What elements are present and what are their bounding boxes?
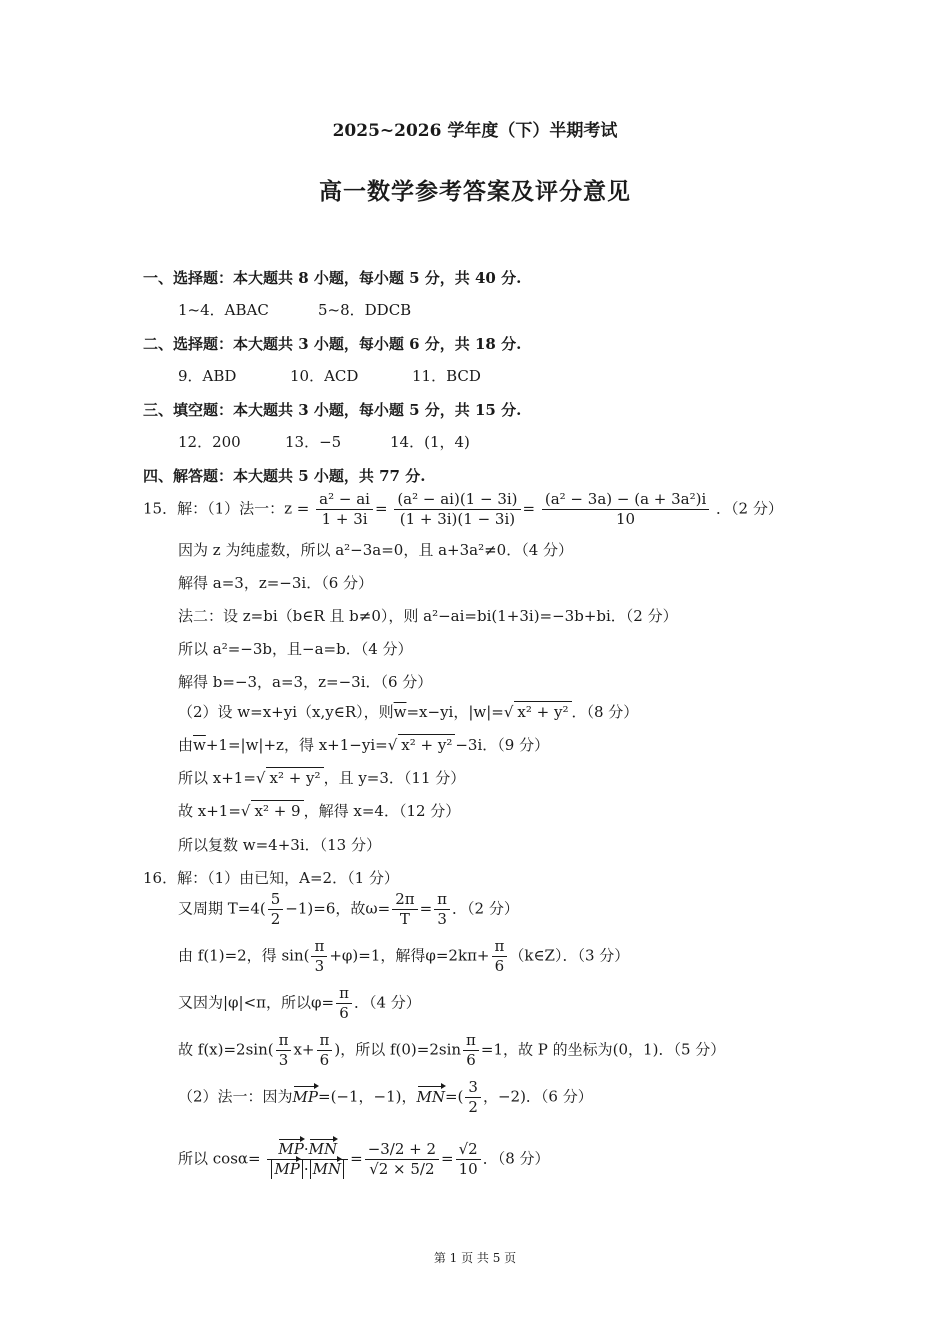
sqrt-radicand: x² + 9 (251, 800, 303, 821)
text-segment: （2）法一：因为 (178, 1087, 293, 1106)
cos-numerator (267, 1140, 348, 1160)
score-note: −3i．（9 分） (455, 736, 550, 754)
vector-mn: MN (308, 1140, 338, 1158)
text-segment: +1=|w|+z，得 x+1−yi= (205, 736, 388, 754)
magnitude (310, 1160, 344, 1179)
score-note: ．（2 分） (452, 899, 519, 918)
text-segment: 故 f(x)=2sin( (178, 1040, 274, 1059)
text-segment: +φ)=1，解得φ=2kπ+ (329, 946, 490, 965)
q15-fraction-1 (316, 490, 373, 529)
fraction (336, 984, 352, 1023)
section3-answer-1: 12．200 (178, 433, 241, 451)
fraction (463, 1031, 479, 1070)
q15-line-11: 所以复数 w=4+3i．（13 分） (178, 836, 381, 854)
text-segment: =(−1，−1)， (318, 1087, 417, 1106)
fraction-numerator: π (311, 937, 327, 957)
q16-line-2 (178, 890, 519, 929)
sqrt-radicand: x² + y² (398, 734, 455, 755)
fraction-numerator: −3/2 + 2 (365, 1140, 439, 1160)
q15-line-2: 因为 z 为纯虚数，所以 a²−3a=0，且 a+3a²≠0．（4 分） (178, 541, 574, 559)
section3-heading: 三、填空题：本大题共 3 小题，每小题 5 分，共 15 分. (143, 401, 522, 419)
exam-title: 2025~2026 学年度（下）半期考试 (332, 121, 618, 141)
vector-mp: MP (292, 1087, 318, 1106)
q15-line-6: 解得 b=−3，a=3，z=−3i．（6 分） (178, 673, 433, 691)
q16-line-7 (178, 1140, 550, 1179)
fraction-denominator: 10 (616, 510, 636, 528)
conjugate-w: $\overline{w}$ (393, 703, 407, 721)
text-segment: =x−yi，|w|= (406, 703, 504, 721)
equals-sign: = (350, 1149, 363, 1168)
q15-line-10: 故 x+1=√ x² + 9 ，解得 x=4．（12 分） (178, 802, 461, 820)
q15-line-7: （2）设 w=x+yi（x,y∈R），则$\overline{w}=x-yi$，|w|=√ x² + y² ．（8 分） (178, 703, 639, 721)
q15-line-5: 所以 a²=−3b，且−a=b．（4 分） (178, 640, 413, 658)
fraction-numerator: 2π (392, 890, 417, 910)
cos-fraction (267, 1140, 348, 1179)
q16-line-5 (178, 1031, 725, 1070)
conjugate-w: $\overline{w}$ (193, 736, 206, 754)
page-footer: 第 1 页 共 5 页 (433, 1251, 517, 1265)
fraction-denominator: 3 (314, 957, 325, 975)
score-note: （k∈Z）．（3 分） (509, 946, 630, 965)
section1-answer-1: 1~4．ABAC (178, 301, 269, 319)
fraction-denominator: √2 × 5/2 (369, 1160, 435, 1178)
fraction (317, 1031, 333, 1070)
text-segment: 又周期 T=4( (178, 899, 266, 918)
fraction (268, 890, 284, 929)
fraction (276, 1031, 292, 1070)
q16-line-1: 16．解：（1）由已知，A=2．（1 分） (143, 869, 399, 887)
section3-answer-3: 14．(1，4) (390, 433, 470, 451)
vector-mp: MP (278, 1140, 304, 1158)
sqrt-radicand: x² + y² (514, 701, 571, 722)
fraction-numerator: (a² − ai)(1 − 3i) (394, 490, 520, 510)
text-segment: 由 (178, 736, 194, 754)
fraction-denominator: T (399, 910, 410, 928)
score-note: ，−2)．（6 分） (482, 1087, 593, 1106)
fraction-denominator: 1 + 3i (321, 510, 368, 528)
fraction-numerator: (a² − 3a) − (a + 3a²)i (542, 490, 709, 510)
q15-fraction-2 (394, 490, 520, 529)
score-note: =1，故 P 的坐标为(0，1)．（5 分） (480, 1040, 726, 1059)
text-segment: −1)=6，故ω= (285, 899, 391, 918)
q15-line-9: 所以 x+1=√ x² + y² ，且 y=3．（11 分） (178, 769, 466, 787)
text-segment: )，所以 f(0)=2sin (334, 1040, 462, 1059)
fraction-numerator: π (434, 890, 450, 910)
fraction-denominator: 6 (494, 957, 505, 975)
text-segment: （2）设 w=x+yi（x,y∈R），则 (178, 703, 394, 721)
text-segment: 所以 cosα= (178, 1149, 261, 1168)
q16-line-3 (178, 937, 629, 976)
score-note: ．（8 分） (482, 1149, 550, 1168)
q15-line-3: 解得 a=3，z=−3i．（6 分） (178, 574, 374, 592)
score-note: ．（2 分） (716, 499, 783, 518)
dot-operator: · (303, 1140, 309, 1158)
text-segment: =( (444, 1087, 464, 1106)
text-segment: 又因为|φ|<π，所以φ= (178, 993, 335, 1012)
section2-answer-3: 11．BCD (412, 367, 481, 385)
text-segment: 所以 x+1= (178, 769, 256, 787)
q15-line-8: 由$\overline{w}+1=|w|+z$，得 x+1−yi=√ x² + y² −3i．（9 分） (178, 736, 550, 754)
section3-answer-2: 13．−5 (285, 433, 342, 451)
magnitude (271, 1160, 302, 1179)
result-fraction (456, 1140, 481, 1179)
q15-intro: 15．解：（1）法一：z = (143, 499, 310, 518)
fraction-denominator: 2 (270, 910, 281, 928)
section1-heading: 一、选择题：本大题共 8 小题，每小题 5 分，共 40 分. (143, 269, 522, 287)
fraction-numerator: π (336, 984, 352, 1004)
q15-fraction-3 (542, 490, 709, 529)
fraction-denominator: 2 (468, 1098, 478, 1116)
section2-answer-2: 10．ACD (290, 367, 359, 385)
text-segment: 由 f(1)=2，得 sin( (178, 946, 310, 965)
fraction-denominator: 3 (278, 1051, 289, 1069)
fraction (434, 890, 450, 929)
score-note: ，且 y=3．（11 分） (323, 769, 466, 787)
q16-line-4 (178, 984, 421, 1023)
cos-denominator (267, 1160, 348, 1179)
sqrt-radicand: x² + y² (266, 767, 323, 788)
fraction (392, 890, 417, 929)
q15-line-4: 法二：设 z=bi（b∈R 且 b≠0），则 a²−ai=bi(1+3i)=−3b+bi．（2 分） (178, 607, 678, 625)
section2-answer-1: 9．ABD (178, 367, 237, 385)
section1-answer-2: 5~8．DDCB (318, 301, 412, 319)
score-note: ．（8 分） (571, 703, 639, 721)
fraction-denominator: 3 (437, 910, 447, 928)
fraction-numerator: 3 (465, 1078, 481, 1098)
fraction-denominator: 6 (319, 1051, 330, 1069)
equals-sign: = (419, 899, 433, 918)
vector-mp: MP (274, 1160, 300, 1178)
document-title: 高一数学参考答案及评分意见 (319, 178, 631, 205)
fraction (492, 937, 508, 976)
fraction-numerator: π (276, 1031, 292, 1051)
section4-heading: 四、解答题：本大题共 5 小题，共 77 分. (143, 467, 426, 485)
fraction-numerator: a² − ai (316, 490, 373, 510)
fraction (311, 937, 327, 976)
fraction-numerator: π (317, 1031, 333, 1051)
section2-heading: 二、选择题：本大题共 3 小题，每小题 6 分，共 18 分. (143, 335, 522, 353)
equals-sign: = (441, 1149, 454, 1168)
fraction-denominator: 6 (339, 1004, 349, 1022)
vector-mn: MN (416, 1087, 445, 1106)
fraction-denominator: (1 + 3i)(1 − 3i) (399, 510, 516, 528)
fraction (465, 1078, 481, 1117)
fraction-numerator: 5 (268, 890, 284, 910)
value-fraction (365, 1140, 439, 1179)
score-note: ，解得 x=4．（12 分） (303, 802, 461, 820)
vector-mn: MN (312, 1160, 342, 1178)
dot-operator: · (303, 1160, 309, 1178)
q15-line-1: 15．解：（1）法一：z = $\frac{\text{a² − ai}}{1 + 3i}$ = $\frac{\text{(a² − ai)(1 − 3i)}}{(1 + 3i)(1 - 3i)}$ = $\frac{\text{(a² − 3a) − (a + 3a²)i}}{10}$ ．（2 分） (143, 490, 783, 528)
score-note: ．（4 分） (353, 993, 421, 1012)
fraction-denominator: 6 (466, 1051, 476, 1069)
text-segment: 故 x+1= (178, 802, 241, 820)
q16-line-6 (178, 1078, 593, 1117)
text-segment: x+ (293, 1040, 315, 1059)
fraction-denominator: 10 (458, 1160, 478, 1178)
fraction-numerator: √2 (456, 1140, 481, 1160)
fraction-numerator: π (463, 1031, 479, 1051)
fraction-numerator: π (492, 937, 508, 957)
